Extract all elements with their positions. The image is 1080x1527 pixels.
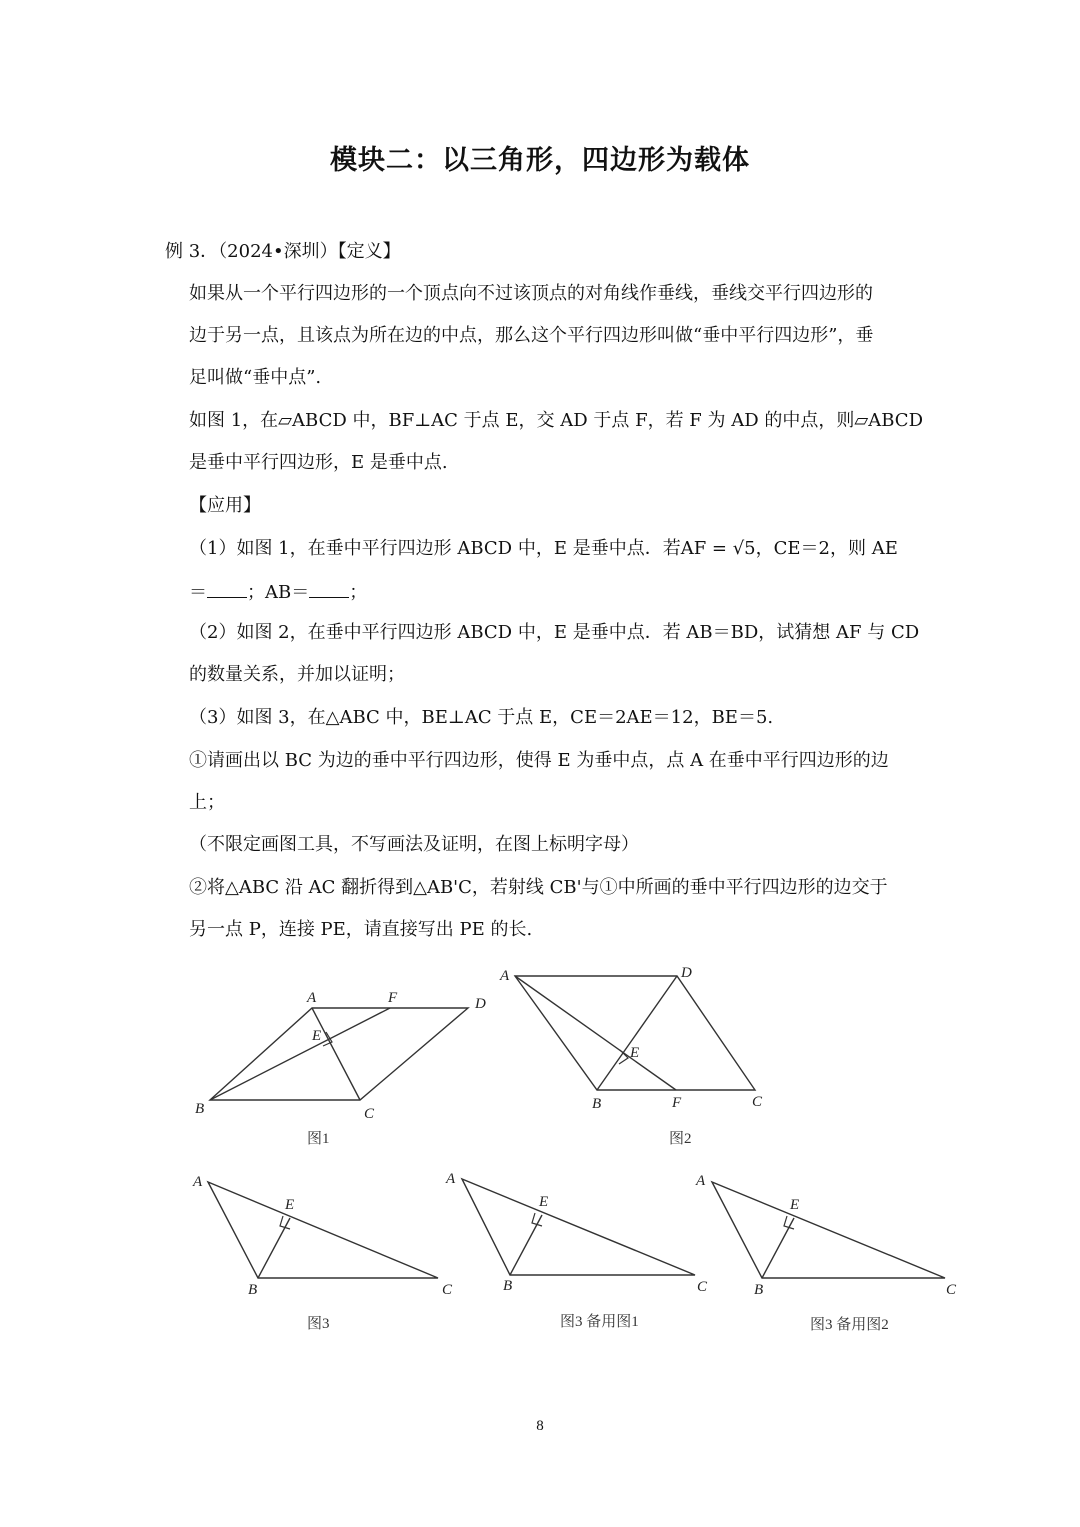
fig3b1-label-c: C	[697, 1279, 708, 1295]
question-3-part-2-line-2: 另一点 P，连接 PE，请直接写出 PE 的长.	[189, 919, 533, 940]
fig3b2-label-a: A	[696, 1173, 706, 1189]
figure-3	[190, 1168, 460, 1338]
fig3b1-label-b: B	[503, 1278, 513, 1294]
fig3b2-caption: 图3 备用图2	[810, 1317, 889, 1333]
answer-separator: ；AB＝	[247, 582, 310, 603]
definition-example-line-2: 是垂中平行四边形，E 是垂中点.	[189, 452, 448, 473]
question-2-line-2: 的数量关系，并加以证明；	[189, 664, 405, 685]
definition-line-1: 如果从一个平行四边形的一个顶点向不过该顶点的对角线作垂线，垂线交平行四边形的	[189, 283, 873, 304]
fig3b1-label-a: A	[446, 1171, 456, 1187]
fig1-label-a: A	[307, 990, 317, 1006]
fig2-label-c: C	[752, 1094, 763, 1110]
question-3-part-1-line-1: ①请画出以 BC 为边的垂中平行四边形，使得 E 为垂中点，点 A 在垂中平行四边形的边	[189, 750, 889, 771]
answer-end: ；	[349, 582, 368, 603]
answer-blank-ab[interactable]	[309, 579, 349, 598]
fig1-label-f: F	[388, 990, 398, 1006]
question-3-part-2-line-1: ②将△ABC 沿 AC 翻折得到△AB'C，若射线 CB'与①中所画的垂中平行四边形的边交于	[189, 877, 888, 898]
example-heading: 例 3．（2024•深圳）【定义】	[165, 241, 401, 262]
definition-line-2: 边于另一点，且该点为所在边的中点，那么这个平行四边形叫做“垂中平行四边形”，垂	[189, 325, 874, 346]
answer-blank-ae[interactable]	[207, 579, 247, 598]
fig3b1-label-e: E	[539, 1194, 549, 1210]
fig3-label-e: E	[285, 1197, 295, 1213]
question-3-note: （不限定画图工具，不写画法及证明，在图上标明字母）	[189, 834, 639, 855]
fig3b2-label-c: C	[946, 1282, 957, 1298]
definition-example-line-1: 如图 1，在▱ABCD 中，BF⊥AC 于点 E，交 AD 于点 F，若 F 为 AD 的中点，则▱ABCD	[189, 410, 923, 431]
fig3-label-a: A	[193, 1174, 203, 1190]
fig2-label-e: E	[630, 1045, 640, 1061]
fig1-label-b: B	[195, 1101, 205, 1117]
fig2-caption: 图2	[669, 1131, 692, 1147]
fig2-label-d: D	[681, 965, 692, 981]
fig1-label-c: C	[364, 1106, 375, 1122]
page-title: 模块二：以三角形，四边形为载体	[330, 145, 750, 176]
fig1-label-e: E	[312, 1028, 322, 1044]
application-heading: 【应用】	[189, 495, 261, 516]
fig1-caption: 图1	[307, 1131, 330, 1147]
fig3-label-c: C	[442, 1282, 453, 1298]
question-2-line-1: （2）如图 2，在垂中平行四边形 ABCD 中，E 是垂中点．若 AB＝BD，试猜想 AF 与 CD	[189, 622, 920, 643]
definition-line-3: 足叫做“垂中点”.	[189, 367, 322, 388]
figure-3-backup-1	[440, 1165, 720, 1340]
fig3b2-label-e: E	[790, 1197, 800, 1213]
fig3b1-caption: 图3 备用图1	[560, 1314, 639, 1330]
page-number: 8	[536, 1418, 544, 1434]
fig3b2-label-b: B	[754, 1282, 764, 1298]
question-1-answer-line	[189, 579, 367, 605]
answer-equals: ＝	[189, 582, 207, 603]
fig1-label-d: D	[475, 996, 486, 1012]
question-3-line-1: （3）如图 3，在△ABC 中，BE⊥AC 于点 E，CE＝2AE＝12，BE＝5.	[189, 707, 774, 728]
question-1-line-1: （1）如图 1，在垂中平行四边形 ABCD 中，E 是垂中点．若AF = √5，CE＝2，则 AE	[189, 538, 898, 559]
fig3-label-b: B	[248, 1282, 258, 1298]
figure-2	[495, 962, 785, 1152]
figure-1	[190, 980, 500, 1150]
figure-3-backup-2	[690, 1165, 970, 1340]
fig3-caption: 图3	[307, 1316, 330, 1332]
question-3-part-1-line-2: 上；	[189, 792, 225, 813]
fig2-label-a: A	[500, 968, 510, 984]
fig2-label-b: B	[592, 1096, 602, 1112]
fig2-label-f: F	[672, 1095, 682, 1111]
